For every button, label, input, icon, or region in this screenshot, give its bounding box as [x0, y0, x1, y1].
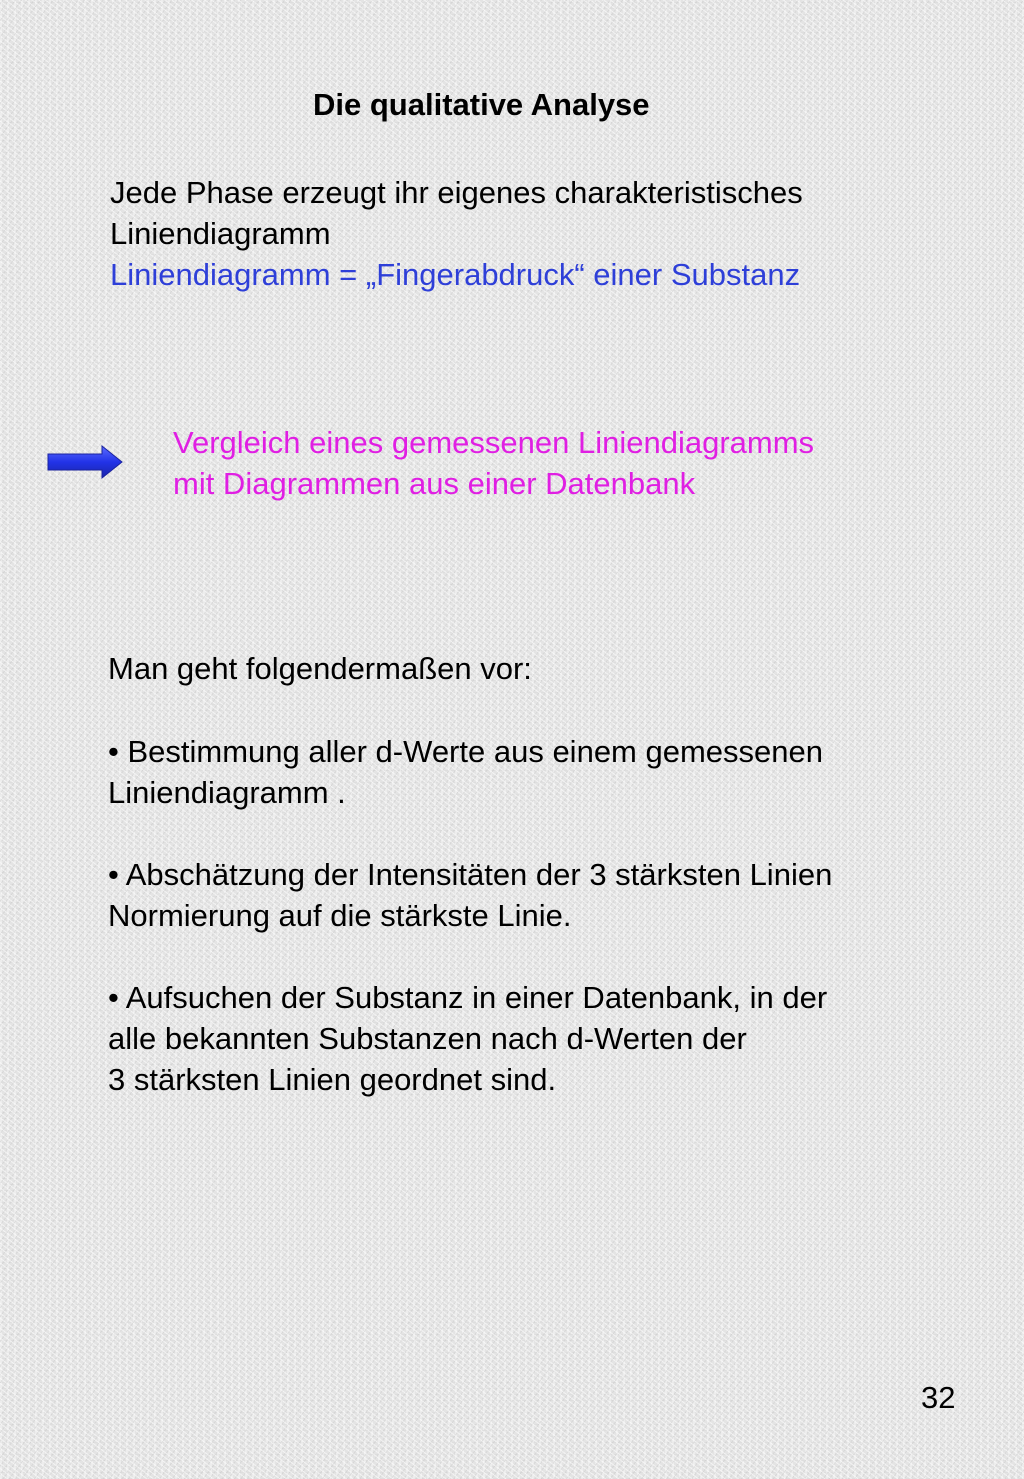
comparison-line-1: Vergleich eines gemessenen Liniendiagramms	[173, 425, 815, 460]
page-number: 32	[921, 1380, 956, 1415]
bullet-1-line-1: • Bestimmung aller d-Werte aus einem gemessenen	[108, 734, 823, 769]
bullet-3-line-2: alle bekannten Substanzen nach d-Werten der	[108, 1021, 747, 1056]
bullet-3-line-3: 3 stärksten Linien geordnet sind.	[108, 1062, 557, 1097]
intro-line-1: Jede Phase erzeugt ihr eigenes charakteristisches	[110, 175, 803, 210]
procedure-heading: Man geht folgendermaßen vor:	[108, 651, 532, 686]
comparison-note	[173, 422, 814, 504]
intro-line-2: Liniendiagramm	[110, 216, 331, 251]
fingerprint-definition: Liniendiagramm = „Fingerabdruck“ einer Substanz	[110, 257, 801, 292]
comparison-line-2: mit Diagrammen aus einer Datenbank	[173, 466, 696, 501]
list-item	[108, 854, 832, 936]
list-item	[108, 731, 823, 813]
intro-paragraph	[110, 172, 803, 295]
bullet-2-line-2: Normierung auf die stärkste Linie.	[108, 898, 572, 933]
list-item	[108, 977, 827, 1100]
bullet-1-line-2: Liniendiagramm .	[108, 775, 346, 810]
bullet-3-line-1: • Aufsuchen der Substanz in einer Datenbank, in der	[108, 980, 828, 1015]
page-title: Die qualitative Analyse	[313, 87, 650, 122]
bullet-2-line-1: • Abschätzung der Intensitäten der 3 stärksten Linien	[108, 857, 833, 892]
arrow-right-icon	[46, 444, 124, 480]
